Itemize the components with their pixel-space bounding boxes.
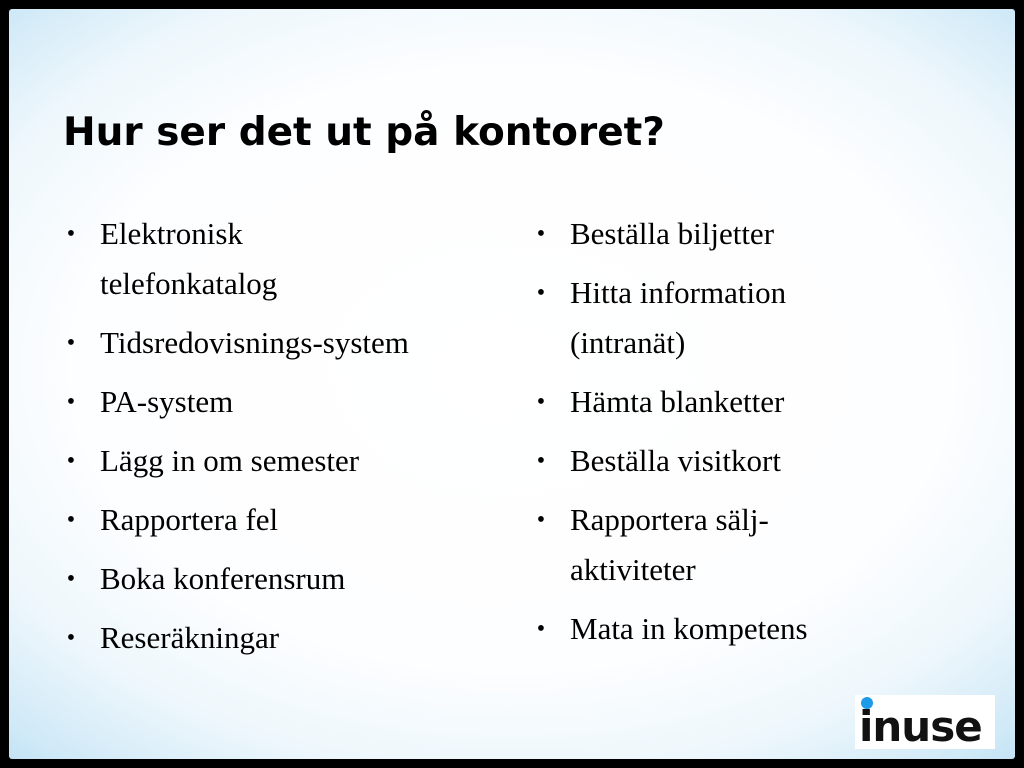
- list-item-label: Rapportera sälj-aktiviteter: [570, 502, 769, 587]
- bullet-icon: •: [536, 448, 546, 474]
- list-item-label: Elektronisk telefonkatalog: [100, 216, 278, 301]
- bullet-icon: •: [66, 389, 76, 415]
- list-item: [531, 436, 891, 486]
- list-item: [531, 209, 891, 259]
- list-item-label: Beställa visitkort: [570, 443, 781, 478]
- list-item: [61, 436, 511, 486]
- list-item-label: Tidsredovisnings-system: [100, 325, 409, 360]
- list-item: [61, 209, 511, 309]
- list-item-label: Reseräkningar: [100, 620, 280, 655]
- list-item: [61, 377, 511, 427]
- list-item-label: Lägg in om semester: [100, 443, 360, 478]
- bullet-icon: •: [66, 507, 76, 533]
- list-item-label: Boka konferensrum: [100, 561, 346, 596]
- list-item-label: Hämta blanketter: [570, 384, 785, 419]
- bullet-icon: •: [536, 280, 546, 306]
- logo-text: inuse: [859, 702, 982, 749]
- slide-title: Hur ser det ut på kontoret?: [63, 110, 665, 155]
- bullet-icon: •: [66, 625, 76, 651]
- list-item: [61, 613, 511, 663]
- right-bullet-list: [531, 209, 891, 663]
- bullet-icon: •: [536, 389, 546, 415]
- bullet-icon: •: [66, 221, 76, 247]
- slide: [9, 9, 1015, 759]
- list-item: [531, 268, 891, 368]
- list-item: [61, 318, 511, 368]
- list-item: [531, 495, 891, 595]
- list-item: [531, 377, 891, 427]
- bullet-icon: •: [66, 448, 76, 474]
- bullet-icon: •: [536, 221, 546, 247]
- list-item: [531, 604, 891, 654]
- bullet-icon: •: [536, 507, 546, 533]
- inuse-logo: [855, 695, 995, 749]
- list-item-label: Mata in kompetens: [570, 611, 808, 646]
- bullet-icon: •: [66, 330, 76, 356]
- list-item-label: Hitta information (intranät): [570, 275, 787, 360]
- list-item-label: Rapportera fel: [100, 502, 279, 537]
- list-item: [61, 554, 511, 604]
- list-item-label: PA-system: [100, 384, 234, 419]
- list-item-label: Beställa biljetter: [570, 216, 775, 251]
- list-item: [61, 495, 511, 545]
- bullet-icon: •: [66, 566, 76, 592]
- bullet-icon: •: [536, 616, 546, 642]
- left-bullet-list: [61, 209, 511, 672]
